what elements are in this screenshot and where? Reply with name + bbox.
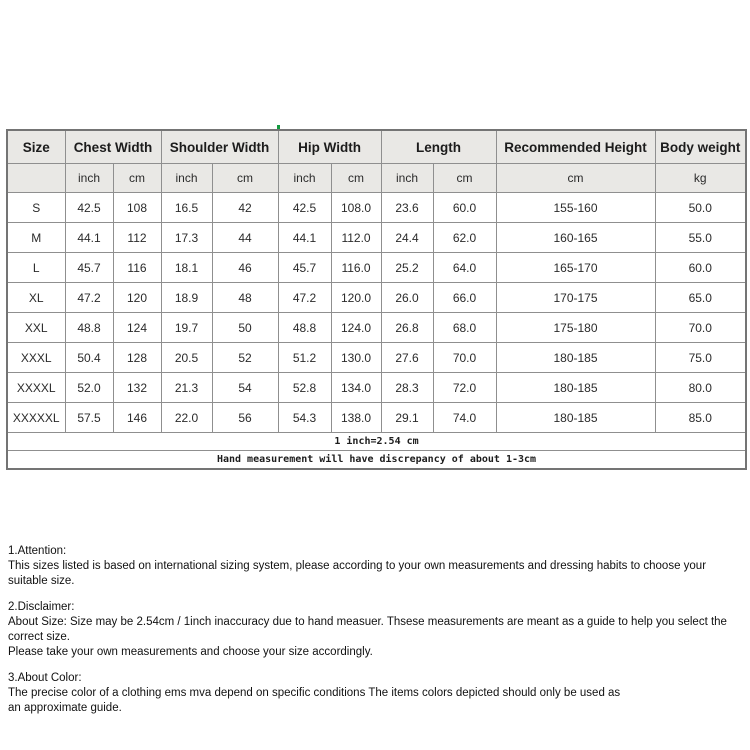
measurement-value-cell: 47.2: [65, 283, 113, 313]
measurement-value-cell: 108.0: [331, 193, 381, 223]
notes-section: [8, 544, 748, 727]
unit-cell-inch: inch: [161, 164, 212, 193]
measurement-value-cell: 56: [212, 403, 278, 433]
measurement-value-cell: 155-160: [496, 193, 655, 223]
measurement-value-cell: 17.3: [161, 223, 212, 253]
unit-cell-inch: inch: [381, 164, 433, 193]
measurement-value-cell: 62.0: [433, 223, 496, 253]
measurement-value-cell: 44.1: [65, 223, 113, 253]
size-label-cell: XL: [7, 283, 65, 313]
column-header-body-weight: Body weight: [655, 130, 746, 164]
measurement-value-cell: 180-185: [496, 373, 655, 403]
measurement-value-cell: 130.0: [331, 343, 381, 373]
unit-cell-cm: cm: [496, 164, 655, 193]
measurement-value-cell: 180-185: [496, 343, 655, 373]
measurement-value-cell: 124.0: [331, 313, 381, 343]
measurement-discrepancy-note: Hand measurement will have discrepancy of about 1-3cm: [7, 451, 746, 470]
table-row: [7, 223, 746, 253]
column-header-length: Length: [381, 130, 496, 164]
measurement-value-cell: 134.0: [331, 373, 381, 403]
measurement-value-cell: 50: [212, 313, 278, 343]
table-note-row: [7, 451, 746, 470]
measurement-value-cell: 42.5: [278, 193, 331, 223]
measurement-value-cell: 74.0: [433, 403, 496, 433]
measurement-value-cell: 170-175: [496, 283, 655, 313]
measurement-value-cell: 20.5: [161, 343, 212, 373]
measurement-value-cell: 60.0: [655, 253, 746, 283]
measurement-value-cell: 19.7: [161, 313, 212, 343]
measurement-value-cell: 112.0: [331, 223, 381, 253]
unit-cell-cm: cm: [331, 164, 381, 193]
unit-cell-empty: [7, 164, 65, 193]
measurement-value-cell: 60.0: [433, 193, 496, 223]
measurement-value-cell: 64.0: [433, 253, 496, 283]
measurement-value-cell: 124: [113, 313, 161, 343]
measurement-value-cell: 46: [212, 253, 278, 283]
measurement-value-cell: 146: [113, 403, 161, 433]
column-header-size: Size: [7, 130, 65, 164]
measurement-value-cell: 57.5: [65, 403, 113, 433]
column-header-chest-width: Chest Width: [65, 130, 161, 164]
header-group-row: [7, 130, 746, 164]
measurement-value-cell: 72.0: [433, 373, 496, 403]
measurement-value-cell: 25.2: [381, 253, 433, 283]
measurement-value-cell: 44.1: [278, 223, 331, 253]
measurement-value-cell: 65.0: [655, 283, 746, 313]
measurement-value-cell: 22.0: [161, 403, 212, 433]
measurement-value-cell: 45.7: [65, 253, 113, 283]
table-row: [7, 313, 746, 343]
measurement-value-cell: 120: [113, 283, 161, 313]
size-chart-table: [6, 129, 747, 470]
note-title: 3.About Color:: [8, 672, 82, 684]
header-units-row: [7, 164, 746, 193]
measurement-value-cell: 26.8: [381, 313, 433, 343]
measurement-value-cell: 55.0: [655, 223, 746, 253]
measurement-value-cell: 128: [113, 343, 161, 373]
measurement-value-cell: 112: [113, 223, 161, 253]
measurement-value-cell: 52.8: [278, 373, 331, 403]
measurement-value-cell: 70.0: [433, 343, 496, 373]
measurement-value-cell: 48.8: [278, 313, 331, 343]
measurement-value-cell: 26.0: [381, 283, 433, 313]
unit-cell-inch: inch: [65, 164, 113, 193]
note-block: [8, 600, 748, 660]
unit-cell-inch: inch: [278, 164, 331, 193]
green-artifact-dot: [277, 125, 280, 129]
note-line: About Size: Size may be 2.54cm / 1inch inaccuracy due to hand measuer. Thsese measurements are meant as a guide to help you select the correct size.: [8, 616, 727, 643]
measurement-value-cell: 68.0: [433, 313, 496, 343]
note-line: The precise color of a clothing ems mva depend on specific conditions The items colors depicted should only be used as: [8, 687, 621, 699]
measurement-value-cell: 108: [113, 193, 161, 223]
measurement-value-cell: 85.0: [655, 403, 746, 433]
measurement-value-cell: 66.0: [433, 283, 496, 313]
measurement-value-cell: 80.0: [655, 373, 746, 403]
measurement-value-cell: 18.1: [161, 253, 212, 283]
measurement-value-cell: 24.4: [381, 223, 433, 253]
unit-cell-cm: cm: [212, 164, 278, 193]
measurement-value-cell: 21.3: [161, 373, 212, 403]
size-table-body: [7, 193, 746, 433]
size-label-cell: XXXXXL: [7, 403, 65, 433]
note-block: [8, 671, 748, 716]
note-title: 2.Disclaimer:: [8, 601, 75, 613]
note-line: Please take your own measurements and choose your size accordingly.: [8, 646, 373, 658]
table-note-row: [7, 433, 746, 451]
table-row: [7, 373, 746, 403]
size-label-cell: XXL: [7, 313, 65, 343]
measurement-value-cell: 27.6: [381, 343, 433, 373]
measurement-value-cell: 44: [212, 223, 278, 253]
measurement-value-cell: 47.2: [278, 283, 331, 313]
measurement-value-cell: 54.3: [278, 403, 331, 433]
measurement-value-cell: 54: [212, 373, 278, 403]
column-header-recommended-height: Recommended Height: [496, 130, 655, 164]
note-block: [8, 544, 748, 589]
measurement-value-cell: 16.5: [161, 193, 212, 223]
note-line: This sizes listed is based on international sizing system, please according to your own measurements and dressing habits to choose your suitable size.: [8, 560, 707, 587]
measurement-value-cell: 116: [113, 253, 161, 283]
measurement-value-cell: 18.9: [161, 283, 212, 313]
size-label-cell: L: [7, 253, 65, 283]
measurement-value-cell: 165-170: [496, 253, 655, 283]
measurement-value-cell: 42: [212, 193, 278, 223]
measurement-value-cell: 75.0: [655, 343, 746, 373]
measurement-value-cell: 132: [113, 373, 161, 403]
measurement-value-cell: 138.0: [331, 403, 381, 433]
measurement-value-cell: 50.0: [655, 193, 746, 223]
table-row: [7, 403, 746, 433]
measurement-value-cell: 160-165: [496, 223, 655, 253]
size-label-cell: S: [7, 193, 65, 223]
measurement-value-cell: 50.4: [65, 343, 113, 373]
column-header-hip-width: Hip Width: [278, 130, 381, 164]
table-row: [7, 193, 746, 223]
inch-conversion-note: 1 inch=2.54 cm: [7, 433, 746, 451]
measurement-value-cell: 116.0: [331, 253, 381, 283]
unit-cell-cm: cm: [433, 164, 496, 193]
table-row: [7, 253, 746, 283]
measurement-value-cell: 45.7: [278, 253, 331, 283]
measurement-value-cell: 51.2: [278, 343, 331, 373]
measurement-value-cell: 28.3: [381, 373, 433, 403]
measurement-value-cell: 48.8: [65, 313, 113, 343]
size-label-cell: XXXXL: [7, 373, 65, 403]
unit-cell-cm: cm: [113, 164, 161, 193]
table-row: [7, 283, 746, 313]
note-title: 1.Attention:: [8, 545, 67, 557]
measurement-value-cell: 175-180: [496, 313, 655, 343]
table-row: [7, 343, 746, 373]
unit-cell-kg: kg: [655, 164, 746, 193]
measurement-value-cell: 180-185: [496, 403, 655, 433]
note-line: an approximate guide.: [8, 702, 122, 714]
measurement-value-cell: 120.0: [331, 283, 381, 313]
measurement-value-cell: 29.1: [381, 403, 433, 433]
size-label-cell: XXXL: [7, 343, 65, 373]
measurement-value-cell: 52.0: [65, 373, 113, 403]
column-header-shoulder-width: Shoulder Width: [161, 130, 278, 164]
size-label-cell: M: [7, 223, 65, 253]
measurement-value-cell: 52: [212, 343, 278, 373]
measurement-value-cell: 42.5: [65, 193, 113, 223]
measurement-value-cell: 48: [212, 283, 278, 313]
measurement-value-cell: 23.6: [381, 193, 433, 223]
measurement-value-cell: 70.0: [655, 313, 746, 343]
